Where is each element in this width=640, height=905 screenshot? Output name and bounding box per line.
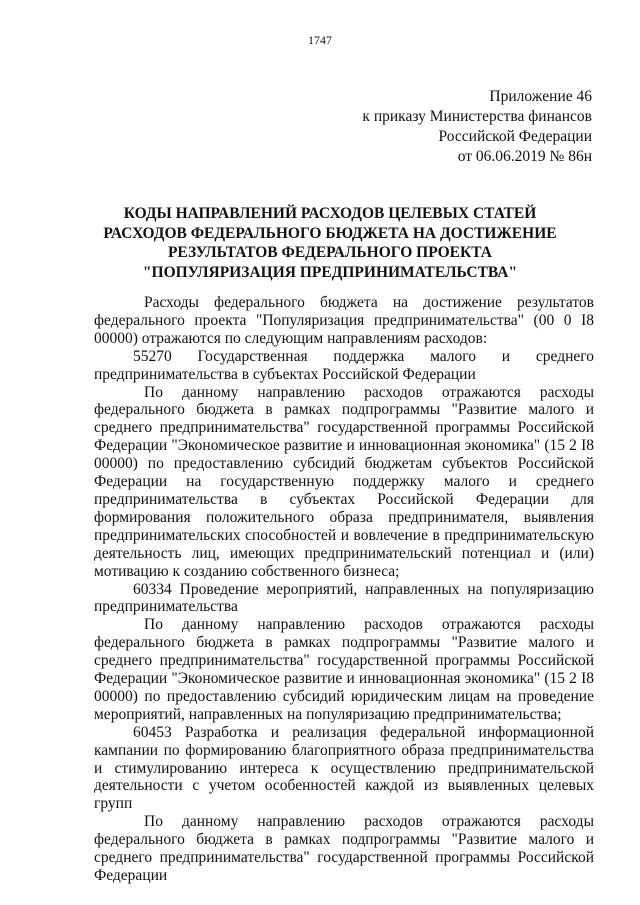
expense-code-60453: 60453 Разработка и реализация федеральной информационной кампании по формированию благоприятного образа предпринимательства и стимулированию интереса к осуществлению предпринимательской деятельности с учетом особенностей каждой из выявленных целевых групп (94, 723, 594, 813)
appendix-header (362, 87, 592, 167)
expense-description-60334: По данному направлению расходов отражаются расходы федерального бюджета в рамках подпрограммы "Развитие малого и среднего предпринимательства" государственной программы Российской Федерации "Экономическое развитие и инновационная экономика" (15 2 I8 00000) по предоставлению субсидий юридическим лицам на проведение мероприятий, направленных на популяризацию предпринимательства; (94, 616, 594, 723)
appendix-order: к приказу Министерства финансов (362, 108, 592, 125)
intro-paragraph: Расходы федерального бюджета на достижение результатов федерального проекта "Популяризация предпринимательства" (00 0 I8 00000) отражаются по следующим направлениям расходов: (94, 294, 594, 347)
title-line-1: КОДЫ НАПРАВЛЕНИЙ РАСХОДОВ ЦЕЛЕВЫХ СТАТЕЙ (123, 205, 537, 222)
title-line-4: "ПОПУЛЯРИЗАЦИЯ ПРЕДПРИНИМАТЕЛЬСТВА" (142, 263, 518, 281)
appendix-date: от 06.06.2019 № 86н (457, 148, 592, 165)
expense-description-60453: По данному направлению расходов отражаются расходы федерального бюджета в рамках подпрограммы "Развитие малого и среднего предпринимательства" государственной программы Российской Федерации (94, 813, 594, 884)
title-line-3: РЕЗУЛЬТАТОВ ФЕДЕРАЛЬНОГО ПРОЕКТА (167, 244, 493, 261)
title-line-2: РАСХОДОВ ФЕДЕРАЛЬНОГО БЮДЖЕТА НА ДОСТИЖЕНИЕ (103, 224, 557, 242)
appendix-number: Приложение 46 (489, 88, 592, 105)
expense-code-60334: 60334 Проведение мероприятий, направленных на популяризацию предпринимательства (94, 580, 594, 616)
page-number: 1747 (308, 33, 332, 47)
appendix-ministry: Российской Федерации (438, 128, 592, 145)
expense-code-55270: 55270 Государственная поддержка малого и среднего предпринимательства в субъектах Российской Федерации (94, 347, 594, 383)
expense-description-55270: По данному направлению расходов отражаются расходы федерального бюджета в рамках подпрограммы "Развитие малого и среднего предпринимательства" государственной программы Российской Федерации "Экономическое развитие и инновационная экономика" (15 2 I8 00000) по предоставлению субсидий бюджетам субъектов Российской Федерации на государственную поддержку малого и среднего предпринимательства в субъектах Российской Федерации для формирования положительного образа предпринимателя, выявления предпринимательских способностей и вовлечение в предпринимательскую деятельность лиц, имеющих предпринимательский потенциал и (или) мотивацию к созданию собственного бизнеса; (94, 383, 594, 580)
document-title (60, 204, 600, 282)
document-body (94, 294, 594, 885)
